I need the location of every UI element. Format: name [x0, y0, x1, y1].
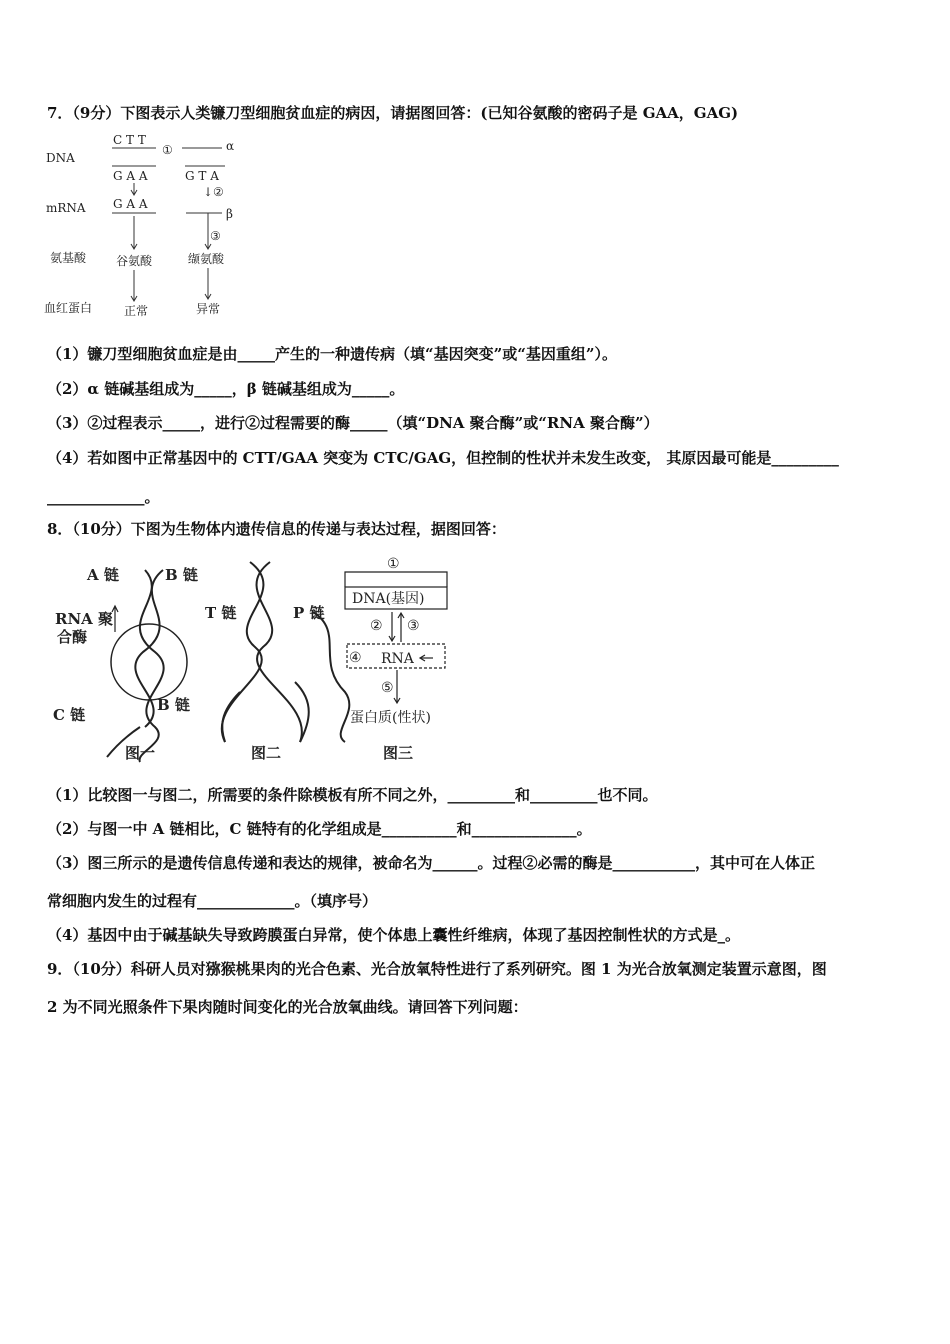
dna-bottom-left: G A A	[113, 169, 148, 183]
fig1-c-chain: C 链	[53, 706, 86, 724]
q7-sub4-line2: _____________。	[47, 488, 160, 506]
fig2-caption: 图二	[251, 744, 282, 762]
figure-one	[107, 570, 187, 762]
step2-label: ↓②	[203, 185, 224, 199]
row-aa-label: 氨基酸	[50, 251, 87, 265]
step3-label: ③	[210, 229, 221, 243]
fig3-caption: 图三	[383, 744, 414, 762]
fig3-protein: 蛋白质(性状)	[350, 710, 431, 726]
q9-line2: 2 为不同光照条件下果肉随时间变化的光合放氧曲线。请回答下列问题：	[47, 998, 528, 1016]
fig1-b-chain-bottom: B 链	[157, 696, 190, 714]
row-mrna-label: mRNA	[46, 201, 86, 215]
row-protein-label: 血红蛋白	[44, 301, 93, 315]
q8-sub1: （1）比较图一与图二，所需要的条件除模板有所不同之外，_________和_________也不同。	[47, 786, 658, 804]
q7-header: 7．（9分）下图表示人类镰刀型细胞贫血症的病因，请据图回答：(已知谷氨酸的密码子是 GAA，GAG)	[47, 104, 739, 122]
fig1-rna-pol-2: 合酶	[57, 628, 88, 646]
fig1-b-chain-top: B 链	[165, 566, 198, 584]
fig3-step5: ⑤	[381, 680, 394, 696]
q7-sub4-line1: （4）若如图中正常基因中的 CTT/GAA 突变为 CTC/GAG，但控制的性状并未发生改变， 其原因最可能是_________	[47, 449, 839, 467]
aa-left: 谷氨酸	[116, 254, 153, 268]
q8-sub3-line1: （3）图三所示的是遗传信息传递和表达的规律，被命名为______。过程②必需的酶是___________，其中可在人体正	[47, 854, 815, 872]
q7-sub1: （1）镰刀型细胞贫血症是由_____产生的一种遗传病（填“基因突变”或“基因重组”）。	[47, 345, 617, 363]
alpha-label: α	[226, 139, 235, 153]
fig3-dna: DNA(基因)	[352, 591, 425, 607]
q8-sub3-line2: 常细胞内发生的过程有_____________。（填序号）	[47, 892, 378, 910]
fig1-rna-pol: RNA 聚	[55, 610, 114, 628]
q8-header: 8．（10分）下图为生物体内遗传信息的传递与表达过程，据图回答：	[47, 520, 506, 538]
dna-bottom-right: G T A	[185, 169, 219, 183]
fig3-step4: ④	[349, 650, 362, 666]
q7-sub2: （2）α 链碱基组成为_____，β 链碱基组成为_____。	[47, 380, 405, 398]
beta-label: β	[226, 207, 233, 221]
mrna-left: G A A	[113, 197, 148, 211]
fig3-step3: ③	[407, 618, 420, 634]
figure-two	[222, 562, 350, 742]
fig2-t-chain: T 链	[205, 604, 237, 622]
fig3-rna: RNA	[381, 651, 414, 667]
row-dna-label: DNA	[46, 151, 75, 165]
q9-line1: 9．（10分）科研人员对猕猴桃果肉的光合色素、光合放氧特性进行了系列研究。图 1 为光合放氧测定装置示意图，图	[47, 960, 827, 978]
fig3-step1: ①	[387, 556, 400, 572]
q8-sub2: （2）与图一中 A 链相比，C 链特有的化学组成是__________和______________。	[47, 820, 592, 838]
q7-sub3: （3）②过程表示_____，进行②过程需要的酶_____（填“DNA 聚合酶”或“RNA 聚合酶”）	[47, 414, 659, 432]
protein-left: 正常	[124, 304, 149, 318]
step1-label: ①	[162, 143, 173, 157]
aa-right: 缬氨酸	[188, 252, 225, 266]
q7-figure	[40, 130, 260, 325]
q8-figure	[45, 552, 465, 767]
fig3-step2: ②	[370, 618, 383, 634]
fig2-p-chain: P 链	[293, 604, 325, 622]
protein-right: 异常	[196, 302, 221, 316]
q8-sub4: （4）基因中由于碱基缺失导致跨膜蛋白异常，使个体患上囊性纤维病，体现了基因控制性状的方式是_。	[47, 926, 740, 944]
top-strand: C T T	[113, 133, 146, 147]
fig1-a-chain: A 链	[87, 566, 119, 584]
fig1-caption: 图一	[125, 744, 156, 762]
